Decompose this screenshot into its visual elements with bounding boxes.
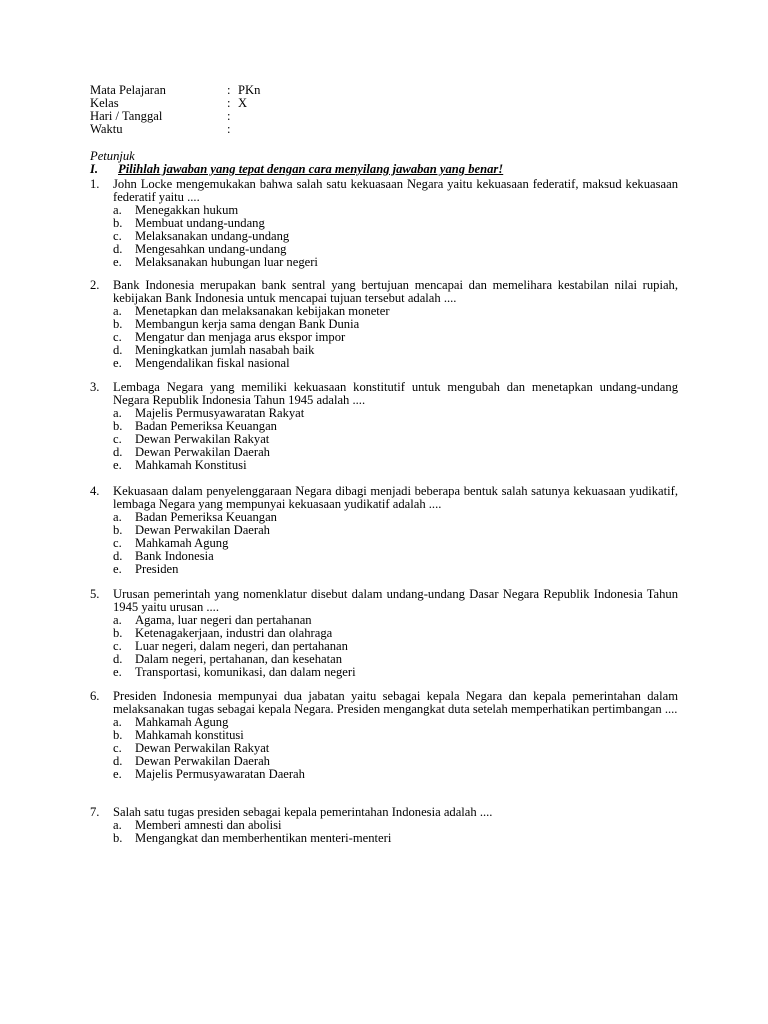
option-text: Majelis Permusyawaratan Daerah <box>135 767 305 781</box>
option-letter: d. <box>113 445 123 459</box>
option-letter: a. <box>113 304 122 318</box>
option-text: Menetapkan dan melaksanakan kebijakan moneter <box>135 304 390 318</box>
option-letter: a. <box>113 510 122 524</box>
answer-options <box>113 204 678 269</box>
option-text: Memberi amnesti dan abolisi <box>135 818 282 832</box>
header-value: PKn <box>238 83 261 97</box>
header-label: Kelas <box>90 96 119 110</box>
question-number: 5. <box>90 587 100 601</box>
option-text: Melaksanakan hubungan luar negeri <box>135 255 318 269</box>
answer-option[interactable] <box>113 256 678 269</box>
option-letter: e. <box>113 767 122 781</box>
question-text: Bank Indonesia merupakan bank sentral yang bertujuan mencapai dan memelihara kestabilan nilai rupiah, kebijakan Bank Indonesia untuk mencapai tujuan tersebut adalah .... <box>113 278 678 305</box>
option-letter: e. <box>113 665 122 679</box>
option-letter: d. <box>113 242 123 256</box>
question-number: 3. <box>90 380 100 394</box>
option-text: Mahkamah Konstitusi <box>135 458 247 472</box>
answer-options <box>113 716 678 781</box>
option-text: Majelis Permusyawaratan Rakyat <box>135 406 305 420</box>
option-letter: c. <box>113 229 122 243</box>
question-7 <box>90 806 678 845</box>
option-letter: e. <box>113 356 122 370</box>
question-number: 7. <box>90 805 100 819</box>
question-text: Salah satu tugas presiden sebagai kepala pemerintahan Indonesia adalah .... <box>113 805 493 819</box>
question-3 <box>90 381 678 472</box>
option-letter: a. <box>113 715 122 729</box>
instruction-text: Pilihlah jawaban yang tepat dengan cara menyilang jawaban yang benar! <box>118 162 504 176</box>
header-label: Mata Pelajaran <box>90 83 166 97</box>
option-text: Mahkamah konstitusi <box>135 728 244 742</box>
option-text: Badan Pemeriksa Keuangan <box>135 419 277 433</box>
option-text: Presiden <box>135 562 179 576</box>
header-colon: : <box>227 83 231 97</box>
option-letter: e. <box>113 255 122 269</box>
option-text: Dewan Perwakilan Daerah <box>135 445 270 459</box>
header-value: X <box>238 96 248 110</box>
header-label: Hari / Tanggal <box>90 109 163 123</box>
header-colon: : <box>227 109 231 123</box>
option-text: Dewan Perwakilan Rakyat <box>135 741 270 755</box>
option-letter: d. <box>113 652 123 666</box>
option-letter: b. <box>113 728 123 742</box>
option-text: Dewan Perwakilan Rakyat <box>135 432 270 446</box>
option-text: Dewan Perwakilan Daerah <box>135 754 270 768</box>
option-text: Agama, luar negeri dan pertahanan <box>135 613 312 627</box>
option-text: Mahkamah Agung <box>135 715 229 729</box>
answer-options <box>113 614 678 679</box>
option-text: Dewan Perwakilan Daerah <box>135 523 270 537</box>
option-text: Bank Indonesia <box>135 549 214 563</box>
answer-option[interactable] <box>113 550 678 563</box>
answer-options <box>113 305 678 370</box>
answer-option[interactable] <box>113 666 678 679</box>
question-text: Lembaga Negara yang memiliki kekuasaan konstitutif untuk mengubah dan menetapkan undang-undang Negara Republik Indonesia Tahun 1945 adalah .... <box>113 380 678 407</box>
answer-option[interactable] <box>113 832 678 845</box>
question-2 <box>90 279 678 370</box>
question-text: Urusan pemerintah yang nomenklatur disebut dalam undang-undang Dasar Negara Republik Indonesia Tahun 1945 yaitu urusan .... <box>113 587 678 614</box>
option-text: Meningkatkan jumlah nasabah baik <box>135 343 315 357</box>
question-text: John Locke mengemukakan bahwa salah satu kekuasaan Negara yaitu kekuasaan federatif, maksud kekuasaan federatif yaitu .... <box>113 177 678 204</box>
option-letter: c. <box>113 741 122 755</box>
option-letter: a. <box>113 203 122 217</box>
option-letter: d. <box>113 343 123 357</box>
question-text: Presiden Indonesia mempunyai dua jabatan yaitu sebagai kepala Negara dan kepala pemerintahan dalam melaksanakan tugas sebagai kepala Negara. Presiden mengangkat duta setelah memperhatikan pertimbangan .... <box>113 689 678 716</box>
option-letter: c. <box>113 330 122 344</box>
header-info <box>90 84 390 136</box>
option-letter: b. <box>113 523 123 537</box>
question-number: 1. <box>90 177 100 191</box>
header-row-time <box>90 123 390 136</box>
question-text: Kekuasaan dalam penyelenggaraan Negara dibagi menjadi beberapa bentuk salah satunya kekuasaan yudikatif, lembaga Negara yang mempunyai kekuasaan yudikatif adalah .... <box>113 484 678 511</box>
answer-options <box>113 819 678 845</box>
header-colon: : <box>227 122 231 136</box>
option-letter: d. <box>113 754 123 768</box>
option-text: Luar negeri, dalam negeri, dan pertahanan <box>135 639 348 653</box>
answer-option[interactable] <box>113 768 678 781</box>
option-text: Ketenagakerjaan, industri dan olahraga <box>135 626 333 640</box>
petunjuk-heading: Petunjuk <box>90 149 135 163</box>
question-6 <box>90 690 678 781</box>
option-letter: c. <box>113 432 122 446</box>
option-letter: b. <box>113 831 123 845</box>
section-instruction <box>90 163 503 176</box>
question-4 <box>90 485 678 576</box>
header-row-date <box>90 110 390 123</box>
question-1 <box>90 178 678 269</box>
answer-options <box>113 407 678 472</box>
option-letter: a. <box>113 613 122 627</box>
option-text: Mengendalikan fiskal nasional <box>135 356 290 370</box>
question-number: 2. <box>90 278 100 292</box>
option-text: Badan Pemeriksa Keuangan <box>135 510 277 524</box>
option-text: Membuat undang-undang <box>135 216 265 230</box>
question-5 <box>90 588 678 679</box>
option-text: Menegakkan hukum <box>135 203 239 217</box>
option-letter: d. <box>113 549 123 563</box>
option-letter: c. <box>113 639 122 653</box>
option-letter: e. <box>113 562 122 576</box>
header-label: Waktu <box>90 122 123 136</box>
option-text: Membangun kerja sama dengan Bank Dunia <box>135 317 360 331</box>
option-text: Mengatur dan menjaga arus ekspor impor <box>135 330 346 344</box>
option-text: Transportasi, komunikasi, dan dalam negeri <box>135 665 356 679</box>
answer-option[interactable] <box>113 459 678 472</box>
question-number: 4. <box>90 484 100 498</box>
option-letter: b. <box>113 419 123 433</box>
question-number: 6. <box>90 689 100 703</box>
option-letter: b. <box>113 626 123 640</box>
option-text: Mengangkat dan memberhentikan menteri-menteri <box>135 831 392 845</box>
answer-option[interactable] <box>113 357 678 370</box>
option-text: Dalam negeri, pertahanan, dan kesehatan <box>135 652 342 666</box>
option-text: Melaksanakan undang-undang <box>135 229 290 243</box>
section-number: I. <box>90 162 99 176</box>
answer-options <box>113 511 678 576</box>
option-letter: c. <box>113 536 122 550</box>
option-letter: a. <box>113 406 122 420</box>
option-letter: a. <box>113 818 122 832</box>
answer-option[interactable] <box>113 563 678 576</box>
header-colon: : <box>227 96 231 110</box>
option-letter: b. <box>113 317 123 331</box>
option-text: Mengesahkan undang-undang <box>135 242 287 256</box>
option-text: Mahkamah Agung <box>135 536 229 550</box>
option-letter: e. <box>113 458 122 472</box>
option-letter: b. <box>113 216 123 230</box>
